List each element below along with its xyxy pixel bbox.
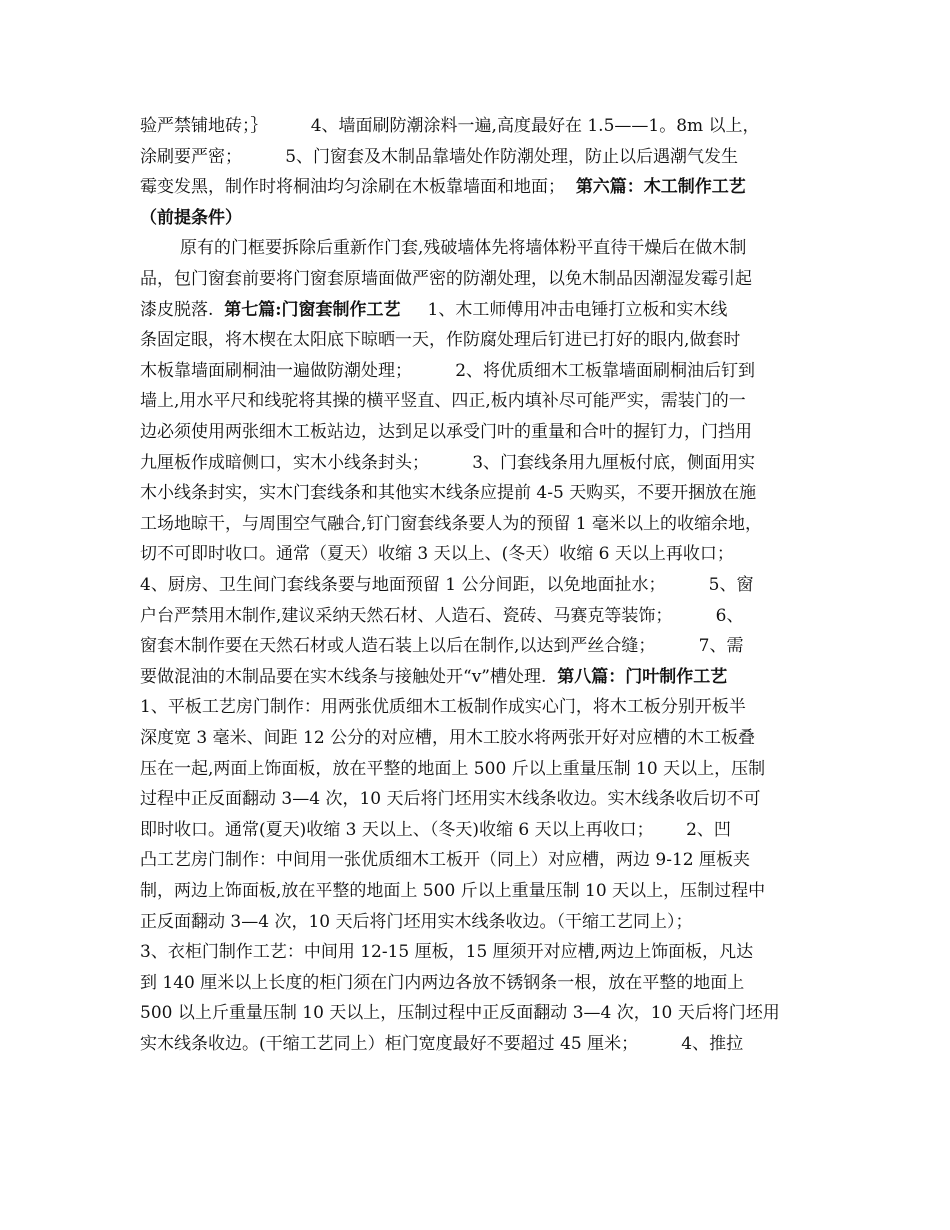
text-segment: 原有的门框要拆除后重新作门套,残破墙体先将墙体粉平直待干燥后在做木制 xyxy=(180,238,747,259)
text-segment: 户台严禁用木制作,建议采纳天然石材、人造石、瓷砖、马赛克等装饰； 6、 xyxy=(140,605,744,626)
section-heading: 第七篇:门窗套制作工艺 xyxy=(224,299,401,320)
text-line xyxy=(140,540,810,568)
text-segment: 制，两边上饰面板,放在平整的地面上 500 斤以上重量压制 10 天以上，压制过程中 xyxy=(140,881,766,901)
text-segment: 墙上,用水平尺和线驼将其操的横平竖直、四正,板内填补尽可能严实，需装门的一 xyxy=(140,391,746,412)
text-line xyxy=(140,999,810,1027)
text-segment: 木小线条封实，实木门套线条和其他实木线条应提前 4-5 天购买，不要开捆放在施 xyxy=(140,483,757,504)
text-line xyxy=(140,663,810,691)
text-line xyxy=(140,938,810,966)
text-line xyxy=(180,234,810,262)
text-line xyxy=(140,969,810,997)
text-segment: 深度宽 3 毫米、间距 12 公分的对应槽，用木工胶水将两张开好对应槽的木工板叠 xyxy=(140,728,756,748)
text-segment: 4、厨房、卫生间门套线条要与地面预留 1 公分间距，以免地面扯水； 5、窗 xyxy=(140,575,754,595)
text-segment: 凸工艺房门制作：中间用一张优质细木工板开（同上）对应槽，两边 9-12 厘板夹 xyxy=(140,850,750,871)
text-line xyxy=(140,602,810,630)
text-segment: 品，包门窗套前要将门窗套原墙面做严密的防潮处理，以免木制品因潮湿发霉引起 xyxy=(140,269,752,289)
text-line xyxy=(140,908,810,936)
section-heading: 第六篇：木工制作工艺 xyxy=(575,177,746,198)
text-line xyxy=(140,724,810,752)
text-segment: 木板靠墙面刷桐油一遍做防潮处理； 2、将优质细木工板靠墙面刷桐油后钉到 xyxy=(140,360,756,381)
text-line xyxy=(140,510,810,538)
text-segment: 验严禁铺地砖；｝ 4、墙面刷防潮涂料一遍,高度最好在 1.5——1。8m 以上， xyxy=(140,116,760,136)
text-segment: 条固定眼，将木楔在太阳底下晾晒一天，作防腐处理后钉进已打好的眼内,做套时 xyxy=(140,330,741,351)
text-line xyxy=(140,1030,810,1058)
text-segment: 即时收口。通常(夏天)收缩 3 天以上、（冬天)收缩 6 天以上再收口； 2、凹 xyxy=(140,819,731,840)
text-line xyxy=(140,204,810,232)
text-segment: 压在一起,两面上饰面板，放在平整的地面上 500 斤以上重量压制 10 天以上，压制 xyxy=(140,758,766,779)
text-line xyxy=(140,112,810,140)
text-segment: 窗套木制作要在天然石材或人造石装上以后在制作,以达到严丝合缝； 7、需 xyxy=(140,636,744,657)
text-segment: 1、平板工艺房门制作：用两张优质细木工板制作成实心门，将木工板分别开板半 xyxy=(140,697,746,718)
text-line xyxy=(140,816,810,844)
text-segment: 过程中正反面翻动 3—4 次，10 天后将门坯用实木线条收边。实木线条收后切不可 xyxy=(140,789,761,810)
text-line xyxy=(140,785,810,813)
text-segment: 500 以上斤重量压制 10 天以上，压制过程中正反面翻动 3—4 次，10 天后将门坯用 xyxy=(140,1003,780,1024)
text-line xyxy=(140,479,810,507)
text-line xyxy=(140,296,810,324)
text-line xyxy=(140,755,810,783)
text-segment: 3、衣柜门制作工艺：中间用 12-15 厘板，15 厘须开对应槽,两边上饰面板，凡达 xyxy=(140,942,754,963)
text-segment: 工场地晾干，与周围空气融合,钉门窗套线条要人为的预留 1 毫米以上的收缩余地， xyxy=(140,513,763,534)
text-line xyxy=(140,449,810,477)
section-heading: （前提条件） xyxy=(140,207,242,228)
text-line xyxy=(140,143,810,171)
text-line xyxy=(140,387,810,415)
text-segment: 漆皮脱落. xyxy=(140,299,225,320)
text-line xyxy=(140,693,810,721)
text-line xyxy=(140,846,810,874)
text-line xyxy=(140,632,810,660)
text-segment: 切不可即时收口。通常（夏天）收缩 3 天以上、(冬天）收缩 6 天以上再收口； xyxy=(140,544,734,565)
text-line xyxy=(140,571,810,599)
text-line xyxy=(140,173,810,201)
text-segment: 1、木工师傅用冲击电锤打立板和实木线 xyxy=(400,299,728,320)
text-segment: 边必须使用两张细木工板站边，达到足以承受门叶的重量和合叶的握钉力，门挡用 xyxy=(140,422,752,442)
text-segment: 涂刷要严密； 5、门窗套及木制品靠墙处作防潮处理，防止以后遇潮气发生 xyxy=(140,146,739,167)
text-segment: 正反面翻动 3—4 次，10 天后将门坯用实木线条收边。（干缩工艺同上）； xyxy=(140,911,693,932)
text-line xyxy=(140,326,810,354)
text-line xyxy=(140,877,810,905)
text-segment: 霉变发黑，制作时将桐油均匀涂刷在木板靠墙面和地面； xyxy=(140,177,576,198)
section-heading: 第八篇：门叶制作工艺 xyxy=(557,666,728,687)
text-segment: 九厘板作成暗侧口，实木小线条封头； 3、门套线条用九厘板付底，侧面用实 xyxy=(140,452,756,473)
text-segment: 要做混油的木制品要在实木线条与接触处开“v”槽处理. xyxy=(140,666,558,687)
text-line xyxy=(140,357,810,385)
text-segment: 实木线条收边。(干缩工艺同上）柜门宽度最好不要超过 45 厘米； 4、推拉 xyxy=(140,1034,744,1054)
text-line xyxy=(140,418,810,446)
text-line xyxy=(140,265,810,293)
text-segment: 到 140 厘米以上长度的柜门须在门内两边各放不锈钢条一根，放在平整的地面上 xyxy=(140,972,745,993)
